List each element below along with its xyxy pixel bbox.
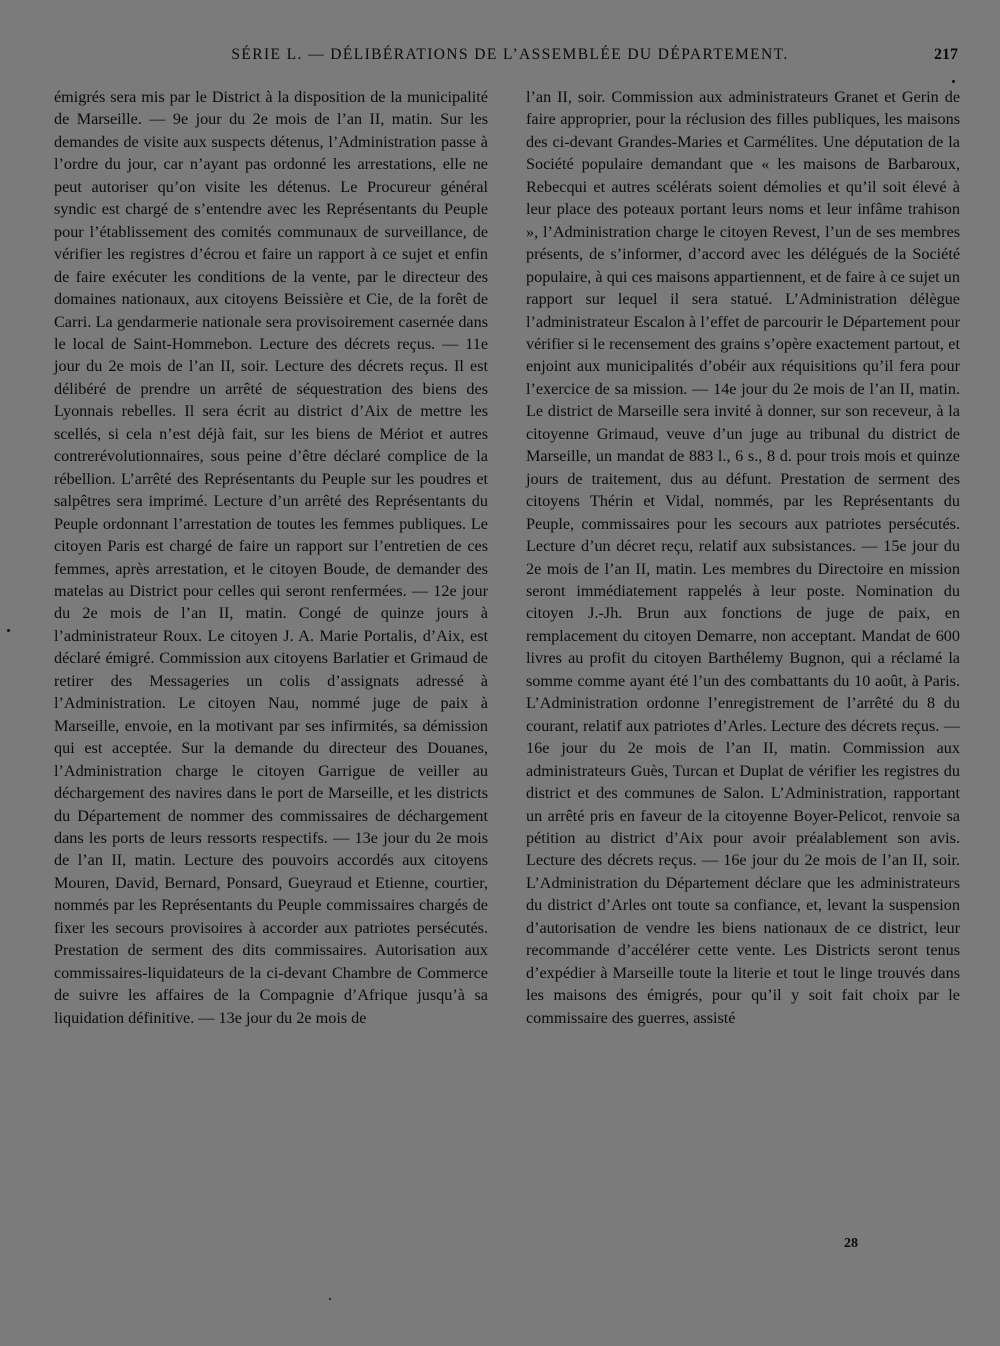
page-speck <box>952 80 955 83</box>
right-column-text: l’an II, soir. Commission aux administrateurs Granet et Gerin de faire approprier, pour la réclusion des filles publiques, les maisons des ci-devant Grandes-Maries et Carmélites. Une députation de la Société populaire demandant que « les maisons de Barbaroux, Rebecqui et autres scélérats soient démolies et qu’il soit élevé à leur place des poteaux portant leurs noms et leur infâme trahison », l’Administration charge le citoyen Revest, l’un de ses membres présents, de s’informer, d’accord avec les délégués de la Société populaire, à qui ces maisons appartiennent, et de faire à ce sujet un rapport sur lequel il sera statué. L’Administration délègue l’administrateur Escalon à l’effet de parcourir le Département pour vérifier si le recensement des grains s’opère exactement partout, et enjoint aux municipalités d’obéir aux réquisitions qu’il fera pour l’exercice de sa mission. — 14e jour du 2e mois de l’an II, matin. Le district de Marseille sera invité à donner, sur son receveur, à la citoyenne Grimaud, veuve d’un juge au tribunal du district de Marseille, un mandat de 883 l., 6 s., 8 d. pour trois mois et quinze jours de traitement, dus au défunt. Prestation de serment des citoyens Thérin et Vidal, nommés, par les Représentants du Peuple, commissaires pour les secours aux patriotes persécutés. Lecture d’un décret reçu, relatif aux subsistances. — 15e jour du 2e mois de l’an II, matin. Les membres du Directoire en mission seront immédiatement rappelés à leur poste. Nomination du citoyen J.-Jh. Brun aux fonctions de juge de paix, en remplacement du citoyen Demarre, non acceptant. Mandat de 600 livres au profit du citoyen Barthélemy Bugnon, qui a réclamé la somme comme ayant été l’un des combattants du 10 août, à Paris. L’Administration ordonne l’enregistrement de l’arrêté du 8 du courant, relatif aux patriotes d’Arles. Lecture des décrets reçus. — 16e jour du 2e mois de l’an II, matin. Commission aux administrateurs Guès, Turcan et Duplat de vérifier les registres du district et des communes de Salon. L’Administration, rapportant un arrêté pris en faveur de la citoyenne Boyer-Pelicot, renvoie sa pétition au district d’Aix pour avoir préalablement son avis. Lecture des décrets reçus. — 16e jour du 2e mois de l’an II, soir. L’Administration du Département déclare que les administrateurs du district d’Arles ont toute sa confiance, et, levant la suspension d’autorisation de vendre les biens nationaux de ce district, leur recommande d’accélérer cette vente. Les Districts seront tenus d’expédier à Marseille toute la literie et tout le linge trouvés dans les maisons des émigrés, pour qu’il y soit fait choix par le commissaire des guerres, assisté <box>526 88 960 1027</box>
running-header <box>0 46 1000 70</box>
page-speck <box>329 1298 331 1300</box>
page-number: 217 <box>934 46 958 63</box>
left-column-text: émigrés sera mis par le District à la disposition de la municipalité de Marseille. — 9e jour du 2e mois de l’an II, matin. Sur les demandes de visite aux suspects détenus, l’Administration passe à l’ordre du jour, car n’ayant pas ordonné les arrestations, elle ne peut autoriser qu’on visite les détenus. Le Procureur général syndic est chargé de s’entendre avec les Représentants du Peuple pour l’établissement des comités communaux de surveillance, de vérifier les registres d’écrou et faire un rapport à ce sujet et enfin de faire exécuter les conditions de la vente, par le directeur des domaines nationaux, aux citoyens Beissière et Cie, de la forêt de Carri. La gendarmerie nationale sera provisoirement casernée dans le local de Saint-Hommebon. Lecture des décrets reçus. — 11e jour du 2e mois de l’an II, soir. Lecture des décrets reçus. Il est délibéré de prendre un arrêté de séquestration des biens des Lyonnais rebelles. Il sera écrit au district d’Aix de mettre les scellés, si cela n’est déjà fait, sur les biens de Mériot et autres contrerévolutionnaires, sous peine d’être déclaré complice de la rébellion. L’arrêté des Représentants du Peuple sur les poudres et salpêtres sera imprimé. Lecture d’un arrêté des Représentants du Peuple ordonnant l’arrestation de toutes les femmes publiques. Le citoyen Paris est chargé de faire un rapport sur l’entretien de ces femmes, après arrestation, et le citoyen Boude, de demander des matelas au District pour celles qui seront renfermées. — 12e jour du 2e mois de l’an II, matin. Congé de quinze jours à l’administrateur Roux. Le citoyen J. A. Marie Portalis, d’Aix, est déclaré émigré. Commission aux citoyens Barlatier et Grimaud de retirer des Messageries un colis d’assignats adressé à l’Administration. Le citoyen Nau, nommé juge de paix à Marseille, envoie, en la motivant par ses infirmités, sa démission qui est acceptée. Sur la demande du directeur des Douanes, l’Administration charge le citoyen Garrigue de veiller au déchargement des navires dans le port de Marseille, et les districts du Département de nommer des commissaires de déchargement dans les ports de leurs ressorts respectifs. — 13e jour du 2e mois de l’an II, matin. Lecture des pouvoirs accordés aux citoyens Mouren, David, Bernard, Ponsard, Gueyraud et Etienne, courtier, nommés par les Représentants du Peuple commissaires chargés de fixer les secours provisoires à accorder aux patriotes persécutés. Prestation de serment des dits commissaires. Autorisation aux commissaires-liquidateurs de la ci-devant Chambre de Commerce de suivre les affaires de la Compagnie d’Afrique jusqu’à sa liquidation définitive. — 13e jour du 2e mois de <box>54 88 488 1027</box>
right-column <box>526 86 960 1029</box>
signature-mark: 28 <box>844 1236 858 1251</box>
running-title: SÉRIE L. — DÉLIBÉRATIONS DE L’ASSEMBLÉE DU DÉPARTEMENT. <box>231 46 789 63</box>
page-speck <box>7 629 10 632</box>
left-column <box>54 86 488 1029</box>
